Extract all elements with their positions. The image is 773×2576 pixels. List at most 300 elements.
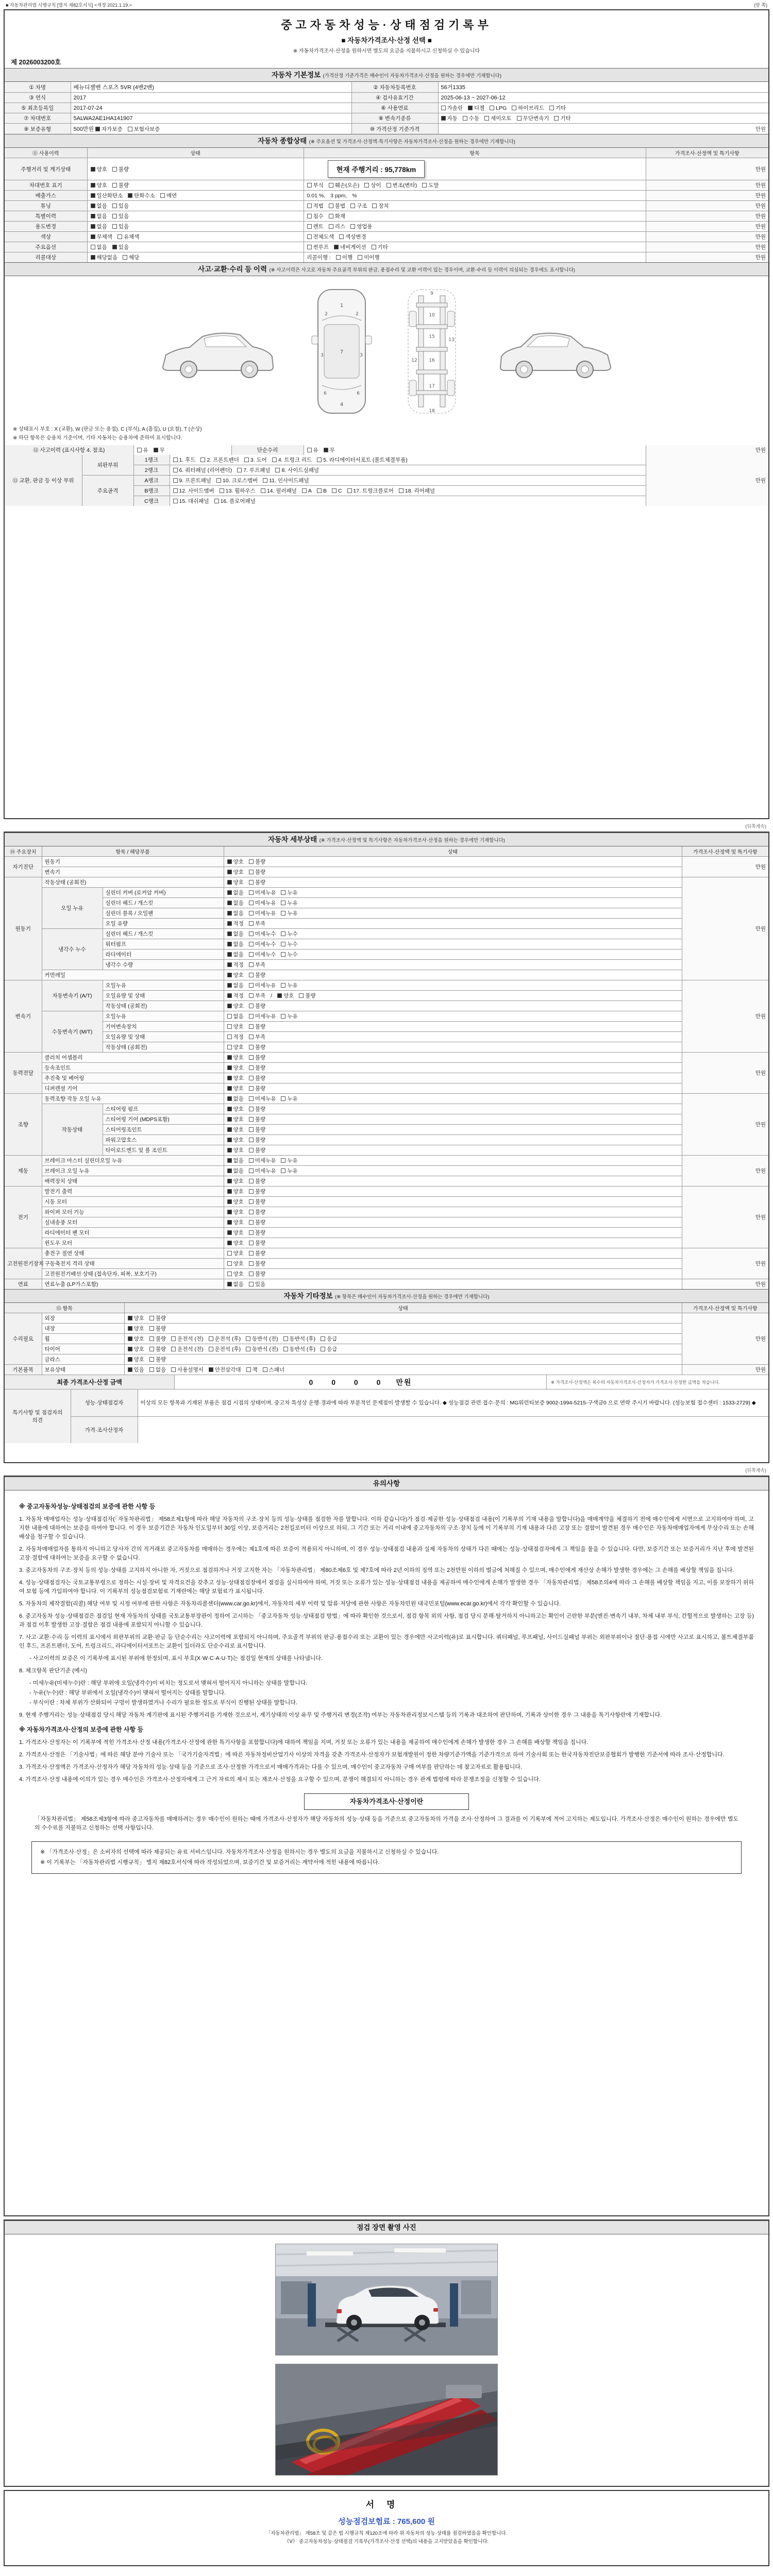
table-row: [5, 1135, 768, 1145]
checkbox-option[interactable]: 불량: [249, 1229, 265, 1236]
table-row: [5, 1145, 768, 1156]
checkbox-option[interactable]: 미세누유: [249, 1157, 276, 1164]
price-cell: 만원: [646, 252, 768, 263]
checkbox-option[interactable]: 불량: [249, 1105, 265, 1113]
checkbox-option[interactable]: 불량: [249, 1146, 265, 1154]
device-group-label: 조향: [5, 1094, 42, 1156]
car-underbody-diagram: [401, 284, 463, 421]
checkbox-option[interactable]: 2. 프론트펜더: [200, 456, 239, 464]
checkbox-option[interactable]: 무단변속기: [517, 114, 549, 122]
checkbox-option[interactable]: 응급: [321, 1335, 337, 1343]
checkbox-option[interactable]: 있음: [112, 243, 129, 251]
checkbox-icon: [227, 931, 232, 936]
checkbox-option[interactable]: 불량: [249, 1115, 265, 1123]
checkbox-icon: [307, 448, 312, 452]
checkbox-option[interactable]: 수동: [463, 114, 479, 122]
item-label: 변속기: [42, 867, 224, 877]
checkbox-option[interactable]: 불량: [249, 1023, 265, 1030]
checkbox-option[interactable]: 불량: [249, 1198, 265, 1206]
checkbox-option[interactable]: 양호: [227, 1136, 244, 1144]
checkbox-icon: [249, 911, 254, 916]
checkbox-option[interactable]: 영업용: [350, 223, 372, 230]
svg-text:2: 2: [324, 312, 328, 317]
checkbox-option[interactable]: 불량: [249, 1218, 265, 1226]
checkbox-icon: [324, 448, 328, 452]
checkbox-icon: [149, 1316, 154, 1320]
checkbox-option[interactable]: 6. 쿼터패널 (리어펜더): [173, 466, 232, 474]
checkbox-option[interactable]: 상이: [364, 181, 381, 189]
checkbox-option[interactable]: 장치: [372, 202, 389, 210]
checkbox-option[interactable]: 15. 대쉬패널: [173, 497, 209, 505]
checkbox-icon: [149, 1357, 154, 1362]
checkbox-option[interactable]: 미세누유: [249, 899, 276, 907]
item-label: 브레이크 오일 누유: [42, 1166, 224, 1176]
checkbox-option[interactable]: 양호: [227, 1198, 244, 1206]
checkbox-option[interactable]: 양호: [227, 1208, 244, 1216]
checkbox-icon: [112, 224, 117, 229]
checkbox-option[interactable]: 불량: [249, 1208, 265, 1216]
checkbox-icon: [329, 214, 333, 218]
checkbox-option[interactable]: 미세누유: [249, 909, 276, 917]
checkbox-option[interactable]: 양호: [227, 1177, 244, 1185]
checkbox-option[interactable]: 운전석 (전): [171, 1345, 203, 1353]
checkbox-option[interactable]: 전체도색: [307, 233, 334, 241]
checkbox-option[interactable]: 불량: [249, 1136, 265, 1144]
checkbox-icon: [227, 942, 232, 946]
price-cell: 만원: [682, 1279, 768, 1290]
checkbox-option[interactable]: 디젤: [468, 104, 484, 112]
checkbox-icon: [249, 890, 254, 895]
item-label: 파워고압호스: [103, 1135, 224, 1145]
checkbox-option[interactable]: 양호: [227, 1043, 244, 1051]
checkbox-option[interactable]: 양호: [128, 1325, 144, 1332]
checkbox-option[interactable]: 양호: [227, 1105, 244, 1113]
checkbox-option[interactable]: 누유: [281, 981, 297, 989]
checkbox-icon: [227, 1045, 232, 1049]
checkbox-option[interactable]: 있음: [128, 1366, 144, 1374]
checkbox-option[interactable]: 양호: [227, 1260, 244, 1267]
item-label: 와이퍼 모터 기능: [42, 1207, 224, 1217]
checkbox-option[interactable]: 없음: [227, 1157, 244, 1164]
checkbox-option[interactable]: 불법: [329, 202, 345, 210]
rank-name: A랭크: [133, 476, 170, 486]
field-cell: [71, 82, 351, 93]
table-row: [5, 1324, 768, 1334]
checkbox-option[interactable]: 잭: [246, 1366, 258, 1374]
checkbox-option[interactable]: 화재: [329, 212, 345, 220]
checkbox-option[interactable]: 무채색: [91, 233, 112, 241]
state-cell: [224, 1176, 682, 1187]
checkbox-icon: [249, 1199, 254, 1204]
checkbox-option[interactable]: 미이행: [358, 253, 379, 261]
checkbox-option[interactable]: 누유: [281, 899, 297, 907]
checkbox-option[interactable]: 7. 루프패널: [237, 466, 270, 474]
checkbox-option[interactable]: 불량: [149, 1335, 166, 1343]
table-row: [5, 991, 768, 1001]
checkbox-option[interactable]: 미세누수: [249, 940, 276, 948]
checkbox-option[interactable]: 미세누유: [249, 981, 276, 989]
checkbox-option[interactable]: 미세누수: [249, 930, 276, 938]
checkbox-option[interactable]: 있음: [112, 223, 129, 230]
usage-item-label: 리콜대상: [5, 252, 87, 263]
state-cell: [224, 1042, 682, 1053]
checkbox-option[interactable]: 하이브리드: [512, 104, 544, 112]
checkbox-option[interactable]: 동반석 (후): [283, 1335, 315, 1343]
state-cell: [224, 1104, 682, 1114]
notice-final-box: [31, 1841, 742, 1874]
checkbox-option[interactable]: 유: [137, 446, 148, 454]
price-cell: 만원: [682, 1156, 768, 1187]
checkbox-option[interactable]: 없음: [91, 243, 107, 251]
checkbox-option[interactable]: 누유: [281, 1012, 297, 1020]
checkbox-option[interactable]: 불량: [249, 971, 265, 979]
checkbox-option[interactable]: 없음: [227, 899, 244, 907]
checkbox-option[interactable]: 없음: [91, 212, 107, 220]
checkbox-option[interactable]: 없음: [227, 1167, 244, 1175]
checkbox-option[interactable]: 해당없음: [91, 253, 118, 261]
checkbox-option[interactable]: 동반석 (후): [283, 1345, 315, 1353]
field-cell: [71, 113, 351, 124]
table-row: [5, 82, 768, 93]
checkbox-option[interactable]: 불량: [149, 1355, 166, 1363]
checkbox-option[interactable]: 양호: [128, 1345, 144, 1353]
checkbox-icon: [227, 952, 232, 957]
checkbox-option[interactable]: 불량: [249, 1084, 265, 1092]
checkbox-option[interactable]: 없음: [227, 951, 244, 958]
device-group-label: 자기진단: [5, 857, 42, 877]
checkbox-option[interactable]: 미세누유: [249, 889, 276, 896]
state-cell: [224, 1001, 682, 1011]
checkbox-option[interactable]: 불량: [149, 1325, 166, 1332]
price-survey-definition-text: 「자동차관리법」 제58조제3항에 따라 중고자동차를 매매하려는 경우 매수인이 원하는 때에 가격조사·산정자가 해당 자동차의 성능·상태 등을 기준으로 중고자동차의 가격을 조사·산정하여 그 결과를 이 기록부에 적어 고지하는 제도입니다. 가격조사·산정은 매수인이 원하는 경우에만 별도의 수수료를 지불하고 신청하는 선택 사항입니다.: [35, 1816, 738, 1832]
notice-subitem: - 부식이란 : 차체 부위가 산화되어 구멍이 발생하였거나 수리가 필요한 정도로 부식이 진행된 상태를 말합니다.: [29, 1700, 298, 1706]
checkbox-option[interactable]: 16. 플로어패널: [214, 497, 256, 505]
checkbox-icon: [249, 1272, 254, 1276]
checkbox-option[interactable]: 불량: [249, 868, 265, 876]
table-row: [5, 1334, 768, 1344]
checkbox-option[interactable]: 훼손(오손): [329, 181, 360, 189]
section-notice: [5, 1477, 768, 1490]
checkbox-option[interactable]: 양호: [227, 1218, 244, 1226]
checkbox-option[interactable]: 양호: [227, 1126, 244, 1133]
field-label: ② 자동차등록번호: [351, 82, 438, 93]
checkbox-icon: [160, 193, 165, 198]
checkbox-option[interactable]: 양호: [227, 1054, 244, 1061]
col-price: 가격조사·산정액 및 특기사항: [682, 1303, 768, 1313]
checkbox-option[interactable]: 양호: [91, 165, 107, 173]
checkbox-option[interactable]: 양호: [227, 1270, 244, 1278]
checkbox-option[interactable]: 없음: [227, 1095, 244, 1103]
checkbox-option[interactable]: B: [317, 488, 327, 494]
checkbox-option[interactable]: 동반석 (전): [246, 1345, 278, 1353]
checkbox-icon: [386, 183, 391, 188]
checkbox-option[interactable]: 변조(변타): [386, 181, 417, 189]
notice-final-line: ※ 「가격조사·산정」은 소비자의 선택에 따라 제공되는 유료 서비스입니다. 자동차가격조사·산정을 원하시는 경우 별도의 요금을 지불하시고 신청하실 수 있습니다.: [40, 1849, 439, 1855]
frame-group-label: 주요골격: [82, 476, 133, 506]
signature-box: [4, 2490, 769, 2566]
etc-body: [5, 1313, 768, 1375]
checkbox-option[interactable]: 네비게이션: [334, 243, 366, 251]
checkbox-icon: [227, 901, 232, 905]
checkbox-option[interactable]: 적법: [307, 202, 324, 210]
signature-title: 서명: [365, 2500, 408, 2510]
checkbox-option[interactable]: 없음: [91, 202, 107, 210]
checkbox-icon: [227, 1086, 232, 1091]
table-row: [5, 232, 768, 242]
checkbox-option[interactable]: 응급: [321, 1345, 337, 1353]
checkbox-option[interactable]: 양호: [227, 1084, 244, 1092]
price-cell: 만원: [646, 455, 768, 506]
table-row: [5, 180, 768, 191]
checkbox-option[interactable]: 부족: [249, 1033, 265, 1041]
checkbox-option[interactable]: 불량: [249, 1126, 265, 1133]
checkbox-option[interactable]: 양호: [91, 181, 107, 189]
checkbox-option[interactable]: 불량: [249, 1054, 265, 1061]
table-header-row: [5, 846, 768, 857]
checkbox-option[interactable]: 불량: [249, 1249, 265, 1257]
checkbox-option[interactable]: 없음: [227, 1280, 244, 1288]
checkbox-option[interactable]: 도말: [422, 181, 439, 189]
checkbox-option[interactable]: 불량: [249, 1002, 265, 1010]
checkbox-option[interactable]: 12. 사이드멤버: [173, 487, 214, 495]
checkbox-option[interactable]: 양호: [227, 1239, 244, 1247]
car-side-view-diagram: [154, 318, 282, 387]
checkbox-option[interactable]: 있음: [112, 202, 129, 210]
checkbox-option[interactable]: 기타: [554, 114, 570, 122]
checkbox-option[interactable]: 적정: [227, 1033, 244, 1041]
checkbox-option[interactable]: 렌트: [307, 223, 324, 230]
checkbox-icon: [261, 488, 265, 493]
checkbox-option[interactable]: 18. 리어패널: [399, 487, 435, 495]
checkbox-option[interactable]: 4. 트렁크 리드: [272, 456, 312, 464]
item-label: 스티어링 기어 (MDPS포함): [103, 1114, 224, 1125]
checkbox-option[interactable]: A: [302, 488, 312, 494]
checkbox-option[interactable]: 없음: [227, 909, 244, 917]
checkbox-option[interactable]: C: [332, 488, 342, 494]
checkbox-option[interactable]: 양호: [227, 1249, 244, 1257]
checkbox-option[interactable]: 누수: [281, 951, 297, 958]
insurance-line: [5, 2512, 768, 2529]
checkbox-option[interactable]: 양호: [128, 1355, 144, 1363]
checkbox-option[interactable]: 적정: [227, 961, 244, 969]
checkbox-option[interactable]: 불량: [249, 1074, 265, 1082]
checkbox-option[interactable]: 부족: [249, 920, 265, 927]
signature-line-2: 《Ⅴ》 중고자동차성능·상태점검 기록부(가격조사·산정 선택)의 내용을 고지받았음을 확인합니다.: [284, 2539, 489, 2545]
checkbox-option[interactable]: 부식: [307, 181, 324, 189]
checkbox-option[interactable]: 불량: [249, 1177, 265, 1185]
checkbox-option[interactable]: 침수: [307, 212, 324, 220]
checkbox-option[interactable]: 없음: [227, 930, 244, 938]
checkbox-option[interactable]: 14. 필러패널: [261, 487, 297, 495]
checkbox-icon: [227, 1138, 232, 1142]
checkbox-option[interactable]: 해당: [123, 253, 139, 261]
checkbox-icon: [422, 183, 427, 188]
checkbox-option[interactable]: 자가보증: [95, 125, 123, 133]
checkbox-option[interactable]: 적정: [227, 920, 244, 927]
checkbox-option[interactable]: 9. 프론트패널: [173, 477, 211, 484]
checkbox-option[interactable]: 세미오토: [484, 114, 512, 122]
checkbox-option[interactable]: 양호: [128, 1335, 144, 1343]
checkbox-option[interactable]: 가솔린: [441, 104, 463, 112]
checkbox-option[interactable]: 있음: [112, 212, 129, 220]
checkbox-option[interactable]: 불량: [249, 858, 265, 866]
checkbox-option[interactable]: 기타: [372, 243, 388, 251]
checkbox-option[interactable]: 일산화탄소: [91, 192, 123, 199]
checkbox-option[interactable]: 안전삼각대: [209, 1366, 241, 1374]
checkbox-option[interactable]: 11. 인사이드패널: [263, 477, 309, 484]
checkbox-option[interactable]: 없음: [227, 981, 244, 989]
checkbox-option[interactable]: 리스: [329, 223, 345, 230]
checkbox-option[interactable]: 미세누유: [249, 1167, 276, 1175]
checkbox-icon: [512, 106, 516, 110]
checkbox-option[interactable]: 없음: [227, 1012, 244, 1020]
checkbox-option[interactable]: 미세누수: [249, 951, 276, 958]
checkbox-option[interactable]: 1. 후드: [173, 456, 196, 464]
checkbox-option[interactable]: 구조: [350, 202, 367, 210]
item-label: 실린더 헤드 / 개스킷: [103, 898, 224, 908]
checkbox-option[interactable]: 유: [307, 446, 318, 454]
rank-name: B랭크: [133, 486, 170, 496]
checkbox-icon: [275, 468, 280, 472]
checkbox-option[interactable]: 없음: [149, 1366, 166, 1374]
checkbox-icon: [350, 204, 355, 208]
checkbox-option[interactable]: 불량: [112, 181, 129, 189]
checkbox-option[interactable]: 양호: [227, 1115, 244, 1123]
checkbox-option[interactable]: 불량: [149, 1345, 166, 1353]
state-cell: [124, 1365, 682, 1375]
table-row: [5, 1125, 768, 1135]
accident-history-body: [5, 445, 768, 455]
checkbox-option[interactable]: 양호: [128, 1314, 144, 1322]
price-cell: 만원: [682, 1094, 768, 1156]
checkbox-icon: [91, 214, 95, 218]
checkbox-option[interactable]: 불량: [249, 1270, 265, 1278]
checkbox-icon: [227, 1004, 232, 1008]
checkbox-option[interactable]: 누유: [281, 889, 297, 896]
checkbox-option[interactable]: 불량: [249, 1043, 265, 1051]
table-row: [5, 1032, 768, 1042]
checkbox-option[interactable]: 미세누유: [249, 1012, 276, 1020]
checkbox-option[interactable]: 자동: [441, 114, 458, 122]
checkbox-option[interactable]: 불량: [299, 992, 315, 999]
checkbox-option[interactable]: 3. 도어: [244, 456, 267, 464]
checkbox-option[interactable]: 누유: [281, 1157, 297, 1164]
checkbox-icon: [220, 488, 224, 493]
state-cell: [224, 1228, 682, 1238]
price-cell: 만원: [646, 222, 768, 232]
checkbox-option[interactable]: 양호: [227, 1229, 244, 1236]
checkbox-option[interactable]: 양호: [227, 878, 244, 886]
checkbox-option[interactable]: 없음: [227, 940, 244, 948]
checkbox-option[interactable]: 매연: [160, 192, 177, 199]
checkbox-option[interactable]: 불량: [249, 1064, 265, 1072]
checkbox-option[interactable]: 스패너: [263, 1366, 284, 1374]
state-cell: [224, 1269, 682, 1279]
table-row: [5, 191, 768, 201]
checkbox-option[interactable]: 색상변경: [339, 233, 366, 241]
checkbox-option[interactable]: 기타: [549, 104, 566, 112]
checkbox-option[interactable]: 이행: [336, 253, 352, 261]
checkbox-option[interactable]: 양호: [227, 1064, 244, 1072]
checkbox-option[interactable]: 없음: [91, 223, 107, 230]
checkbox-option[interactable]: 13. 휠하우스: [220, 487, 256, 495]
checkbox-icon: [209, 1367, 213, 1372]
price-cell: 만원: [682, 877, 768, 980]
field-label: ⑤ 최초등록일: [5, 103, 71, 113]
checkbox-option[interactable]: 보험사보증: [128, 125, 160, 133]
checkbox-option[interactable]: 양호: [227, 1188, 244, 1195]
checkbox-option[interactable]: 불량: [249, 1260, 265, 1267]
checkbox-option[interactable]: 누유: [281, 1167, 297, 1175]
checkbox-option[interactable]: 17. 트렁크플로어: [347, 487, 394, 495]
checkbox-icon: [484, 116, 489, 121]
item-label: 스티어링 펌프: [103, 1104, 224, 1114]
checkbox-option[interactable]: 유채색: [117, 233, 139, 241]
checkbox-icon: [149, 1336, 154, 1341]
checkbox-option[interactable]: 누유: [281, 909, 297, 917]
checkbox-icon: [307, 234, 312, 239]
usage-item-label: 용도변경: [5, 222, 87, 232]
checkbox-icon: [214, 499, 219, 503]
checkbox-option[interactable]: 적정: [227, 992, 244, 999]
checkbox-option[interactable]: 양호: [227, 1002, 244, 1010]
basic-info-table: [5, 82, 768, 134]
checkbox-option[interactable]: 누수: [281, 930, 297, 938]
checkbox-option[interactable]: 불량: [249, 1239, 265, 1247]
checkbox-option[interactable]: 양호: [227, 1146, 244, 1154]
checkbox-option[interactable]: 운전석 (전): [171, 1335, 203, 1343]
device-group-label: 변속기: [5, 980, 42, 1053]
photos-box: [4, 2219, 769, 2487]
checkbox-option[interactable]: 불량: [149, 1314, 166, 1322]
checkbox-option[interactable]: 없음: [227, 889, 244, 896]
checkbox-option[interactable]: 동반석 (전): [246, 1335, 278, 1343]
checkbox-option[interactable]: 양호: [227, 1074, 244, 1082]
checkbox-option[interactable]: 있음: [249, 1280, 265, 1288]
checkbox-option[interactable]: LPG: [490, 105, 507, 111]
checkbox-icon: [128, 1347, 132, 1351]
checkbox-option[interactable]: 양호: [227, 868, 244, 876]
checkbox-icon: [317, 488, 322, 493]
checkbox-option[interactable]: 누유: [281, 1095, 297, 1103]
checkbox-option[interactable]: 불량: [112, 165, 129, 173]
checkbox-option[interactable]: 5. 라디에이터서포트 (볼트체결부품): [317, 456, 408, 464]
checkbox-option[interactable]: 미세누유: [249, 1095, 276, 1103]
checkbox-option[interactable]: 부족: [249, 992, 265, 999]
checkbox-option[interactable]: 양호: [227, 1023, 244, 1030]
checkbox-option[interactable]: 운전석 (후): [209, 1345, 241, 1353]
checkbox-option[interactable]: 불량: [249, 878, 265, 886]
checkbox-option[interactable]: 양호: [277, 992, 294, 999]
checkbox-option[interactable]: 양호: [227, 858, 244, 866]
checkbox-option[interactable]: 누수: [281, 940, 297, 948]
checkbox-option[interactable]: 부족: [249, 961, 265, 969]
checkbox-option[interactable]: 사용설명서: [171, 1366, 204, 1374]
checkbox-option[interactable]: 무: [324, 446, 335, 454]
price-cell: 만원: [646, 242, 768, 252]
checkbox-option[interactable]: 양호: [227, 971, 244, 979]
checkbox-option[interactable]: 10. 크로스멤버: [216, 477, 258, 484]
checkbox-option[interactable]: 무: [154, 446, 165, 454]
checkbox-option[interactable]: 불량: [249, 1188, 265, 1195]
inspector-opinion-text: 이상의 모든 항목과 기재된 부품은 점검 시점의 상태이며, 중고차 특성상 운행·경과에 따라 부분적인 문제점이 발생할 수 있습니다. ◆ 성능점검 관련 접수·문의 : MG워런티보증 9002-1994-5215-구색금0 으로 연락 주시기 바랍니다. (성능보험 접수센터 : 1533-2729) ◆: [138, 1389, 768, 1416]
checkbox-option[interactable]: 8. 사이드실패널: [275, 466, 319, 474]
checkbox-option[interactable]: 운전석 (후): [209, 1335, 241, 1343]
checkbox-option[interactable]: 탄화수소: [128, 192, 155, 199]
checkbox-option[interactable]: 썬루프: [307, 243, 329, 251]
table-row: [5, 1083, 768, 1094]
usage-item-label: 주요옵션: [5, 242, 87, 252]
